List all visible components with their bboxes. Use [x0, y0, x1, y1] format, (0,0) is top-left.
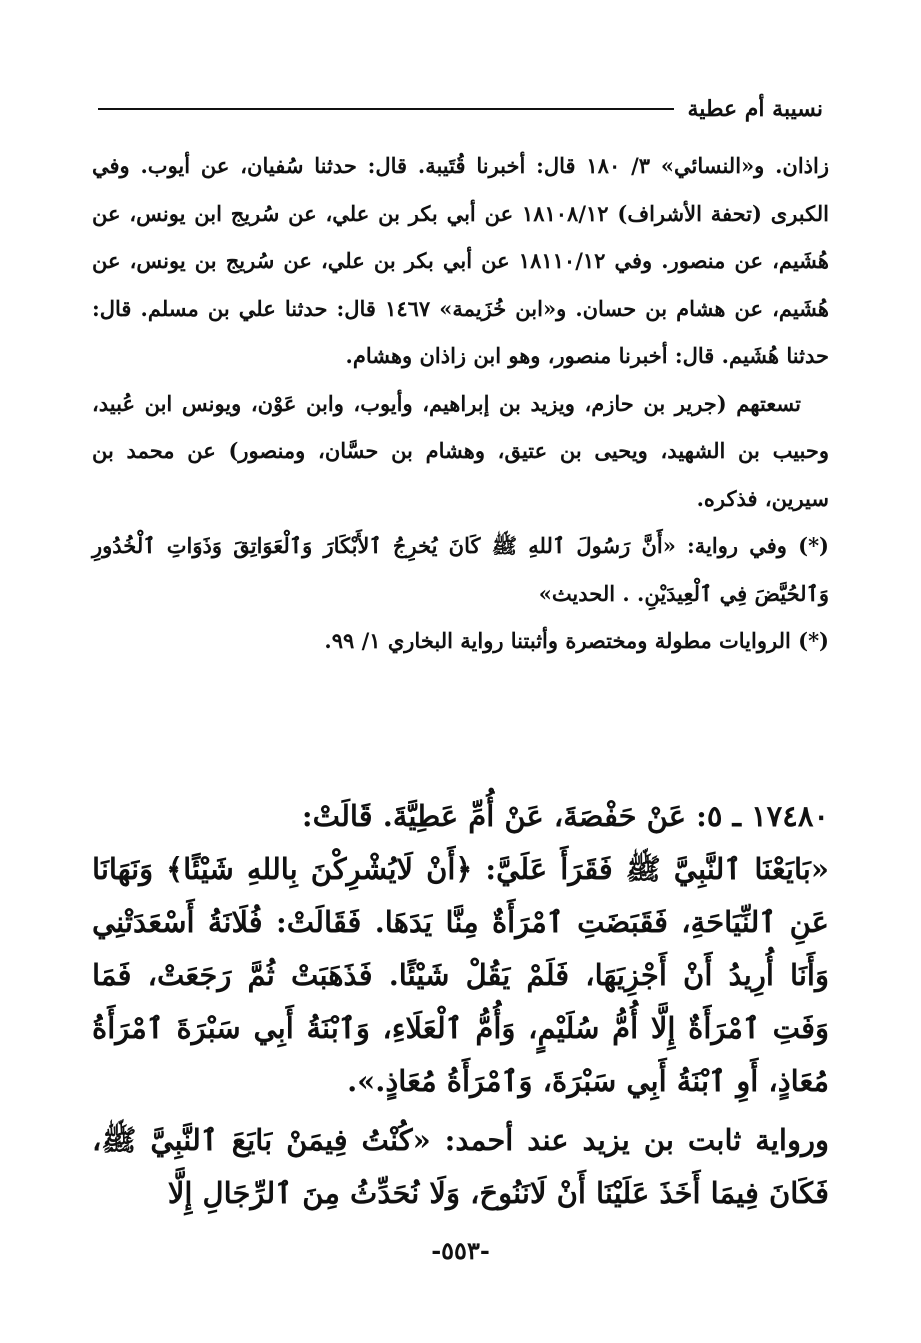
hadith-section — [92, 790, 829, 1220]
running-header — [98, 92, 823, 126]
notes-section — [92, 142, 829, 665]
running-title: نسيبة أم عطية — [687, 96, 823, 122]
page-number: -٥٥٣- — [431, 1236, 490, 1265]
hadith-text: «بَايَعْنَا ٱلنَّبِيَّ ﷺ فَقَرَأَ عَلَيَّ: ﴿أَنْ لَايُشْرِكْنَ بِاللهِ شَيْئًا﴾ وَنَهَانَا عَنِ ٱلنِّيَاحَةِ، فَقَبَضَتِ ٱمْرَأَةٌ مِنَّا يَدَهَا. فَقَالَتْ: فُلَانَةُ أَسْعَدَتْنِي وَأَنَا أُرِيدُ أَنْ أَجْزِيَهَا، فَلَمْ يَقُلْ شَيْئًا. فَذَهَبَتْ ثُمَّ رَجَعَتْ، فَمَا وَفَتِ ٱمْرَأَةٌ إِلَّا أُمُّ سُلَيْمٍ، وَأُمُّ ٱلْعَلَاءِ، وَٱبْنَةُ أَبِي سَبْرَةَ ٱمْرَأَةُ مُعَاذٍ، أَوِ ٱبْنَةُ أَبِي سَبْرَةَ، وَٱمْرَأَةُ مُعَاذٍ.». — [92, 852, 829, 1098]
notes-paragraph: زاذان. و«النسائي» ٣/ ١٨٠ قال: أخبرنا قُتَيبة. قال: حدثنا سُفيان، عن أيوب. وفي الكبرى (تحفة الأشراف) ١٨١٠٨/١٢ عن أبي بكر بن علي، عن سُريج ابن يونس، عن هُشَيم، عن منصور. وفي ١٨١١٠/١٢ عن أبي بكر بن علي، عن سُريج بن يونس، عن هُشَيم، عن هشام بن حسان. و«ابن خُزَيمة» ١٤٦٧ قال: حدثنا علي بن مسلم. قال: حدثنا هُشَيم. قال: أخبرنا منصور، وهو ابن زاذان وهشام. — [92, 153, 830, 368]
footnote: (*) الروايات مطولة ومختصرة وأثبتنا رواية البخاري ١/ ٩٩. — [324, 628, 829, 653]
header-rule — [98, 108, 674, 110]
footnote: (*) وفي رواية: «أَنَّ رَسُولَ ٱللهِ ﷺ كَانَ يُخرِجُ ٱلأَبْكَارَ وَٱلْعَوَاتِقَ وَذَوَاتِ ٱلْخُدُورِ وَٱلحُيَّضَ فِي ٱلْعِيدَيْنِ. . الحديث» — [92, 533, 829, 606]
hadith-heading: ١٧٤٨٠ ـ ٥: عَنْ حَفْصَةَ، عَنْ أُمِّ عَطِيَّةَ. قَالَتْ: — [301, 799, 829, 833]
notes-paragraph: تسعتهم (جرير بن حازم، ويزيد بن إبراهيم، وأيوب، وابن عَوْن، ويونس ابن عُبيد، وحبيب بن الشهيد، ويحيى بن عتيق، وهشام بن حسَّان، ومنصور) عن محمد بن سيرين، فذكره. — [92, 390, 829, 511]
hadith-variant: ورواية ثابت بن يزيد عند أحمد: «كُنْتُ فِيمَنْ بَايَعَ ٱلنَّبِيَّ ﷺ، فَكَانَ فِيمَا أَخَذَ عَلَيْنَا أَنْ لَانَنُوحَ، وَلَا نُحَدِّثُ مِنَ ٱلرِّجَالِ إِلَّا — [92, 1123, 829, 1210]
